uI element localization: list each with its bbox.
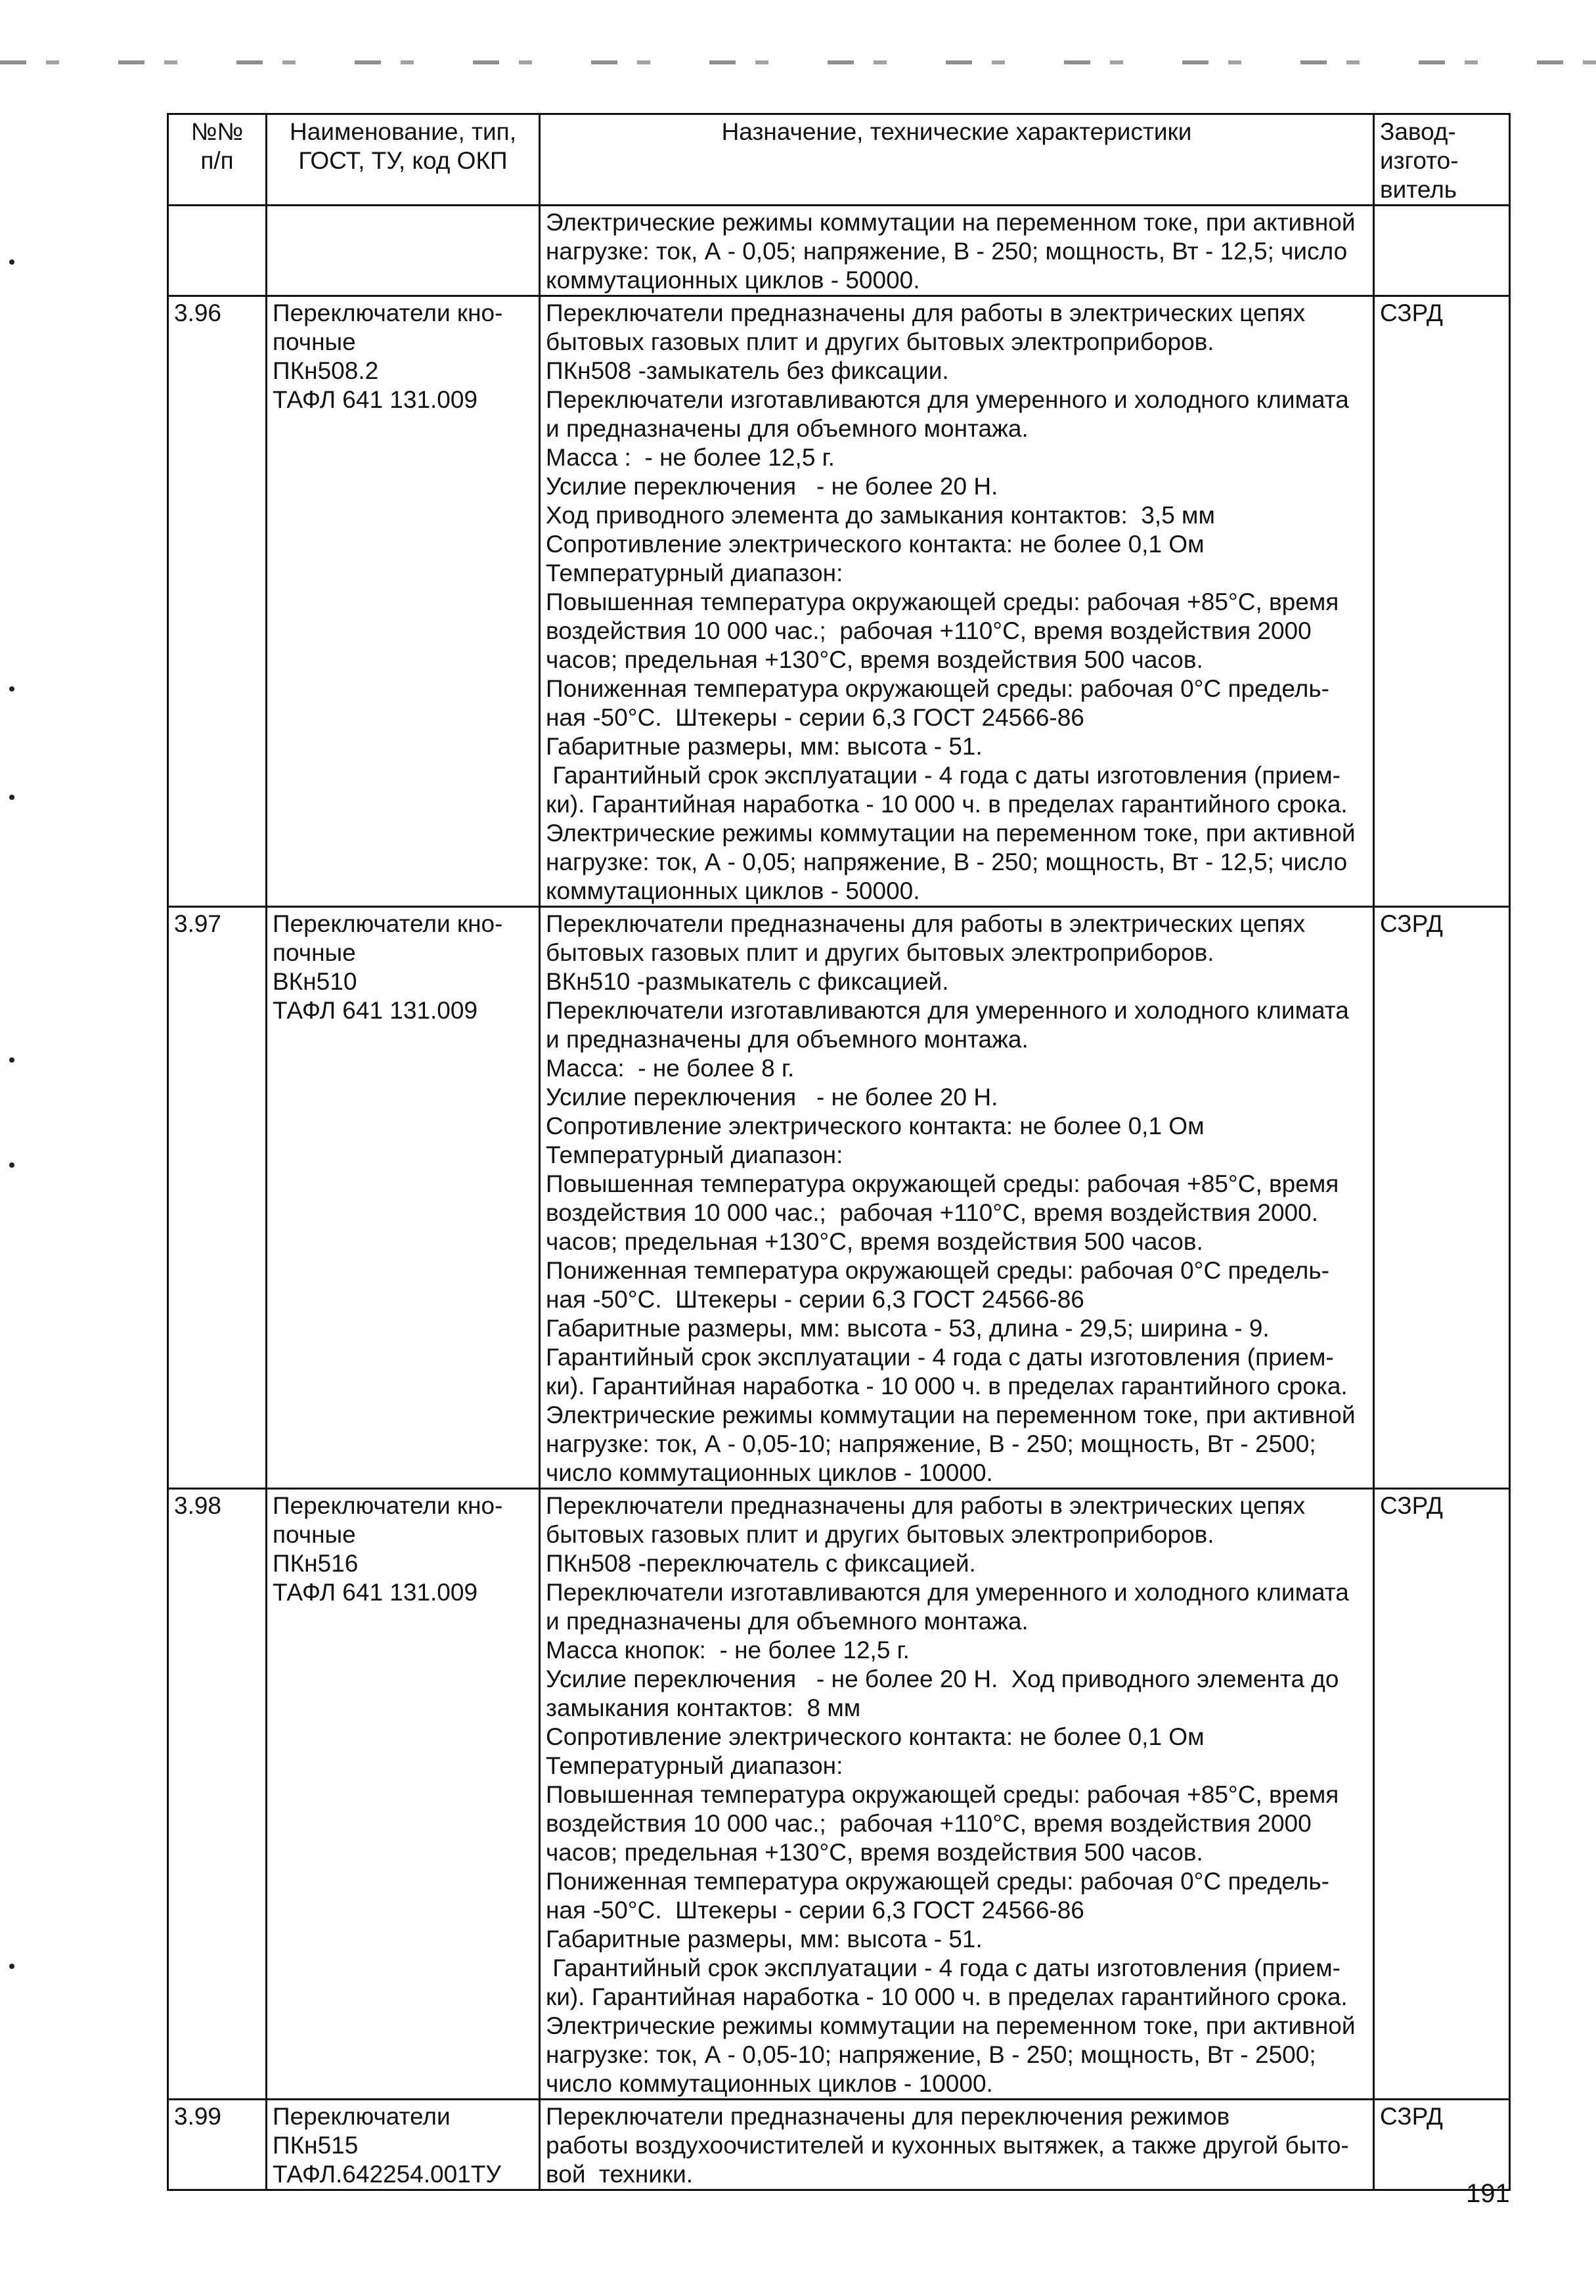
scan-artifact-line: [0, 60, 1596, 64]
description-line: ки). Гарантийная наработка - 10 000 ч. в пределах гарантийного срока.: [546, 791, 1348, 818]
description-line: ная -50°С. Штекеры - серии 6,3 ГОСТ 24566-86: [546, 1286, 1084, 1313]
description-line: Усилие переключения - не более 20 Н. Ход приводного элемента до: [546, 1666, 1339, 1692]
description-line: Пониженная температура окружающей среды: рабочая 0°С предель-: [546, 1868, 1329, 1895]
product-description: [540, 907, 1374, 1489]
description-line: Переключатели предназначены для переключения режимов: [546, 2103, 1230, 2130]
description-line: Усилие переключения - не более 20 Н.: [546, 473, 998, 500]
description-line: Переключатели изготавливаются для умеренного и холодного климата: [546, 997, 1349, 1024]
description-line: и предназначены для объемного монтажа.: [546, 1026, 1029, 1053]
description-line: воздействия 10 000 час.; рабочая +110°С, время воздействия 2000.: [546, 1199, 1318, 1226]
product-description: [540, 1489, 1374, 2100]
table-row: [168, 296, 1510, 907]
description-line: ки). Гарантийная наработка - 10 000 ч. в пределах гарантийного срока.: [546, 1983, 1348, 2010]
description-line: Температурный диапазон:: [546, 560, 843, 586]
description-line: Переключатели предназначены для работы в электрических цепях: [546, 299, 1306, 326]
scan-speck: [9, 259, 14, 265]
name-line: ПКн516: [273, 1550, 359, 1577]
product-name: [267, 907, 540, 1489]
name-line: почные: [273, 328, 356, 355]
description-line: бытовых газовых плит и других бытовых электроприборов.: [546, 939, 1214, 966]
name-line: ТАФЛ 641 131.009: [273, 1579, 478, 1606]
header-number: №№ п/п: [168, 114, 267, 206]
manufacturer: СЗРД: [1374, 907, 1510, 1489]
description-line: часов; предельная +130°С, время воздействия 500 часов.: [546, 1839, 1203, 1866]
description-line: Электрические режимы коммутации на переменном токе, при активной: [546, 1402, 1356, 1428]
manufacturer: СЗРД: [1374, 296, 1510, 907]
name-line: ТАФЛ 641 131.009: [273, 997, 478, 1024]
description-line: ПКн508 -замыкатель без фиксации.: [546, 357, 949, 384]
scan-speck: [9, 1057, 14, 1063]
description-line: Сопротивление электрического контакта: не более 0,1 Ом: [546, 1723, 1205, 1750]
table-row: [168, 1489, 1510, 2100]
description-line: ная -50°С. Штекеры - серии 6,3 ГОСТ 24566-86: [546, 704, 1084, 731]
header-purpose: Назначение, технические характеристики: [540, 114, 1374, 206]
description-line: Сопротивление электрического контакта: не более 0,1 Ом: [546, 531, 1205, 558]
description-line: Переключатели предназначены для работы в электрических цепях: [546, 910, 1306, 937]
description-line: и предназначены для объемного монтажа.: [546, 1608, 1029, 1635]
description-line: нагрузке: ток, А - 0,05-10; напряжение, В - 250; мощность, Вт - 2500;: [546, 1430, 1316, 1457]
description-line: воздействия 10 000 час.; рабочая +110°С, время воздействия 2000: [546, 1810, 1312, 1837]
row-number: 3.96: [168, 296, 267, 907]
description-line: Габаритные размеры, мм: высота - 53, длина - 29,5; ширина - 9.: [546, 1315, 1270, 1342]
description-line: Переключатели изготавливаются для умеренного и холодного климата: [546, 1579, 1349, 1606]
name-line: ПКн508.2: [273, 357, 379, 384]
continuation-text: Электрические режимы коммутации на переменном токе, при активной нагрузке: ток, А - 0,05; напряжение, В - 250; мощность, Вт - 12,5; число коммутационных циклов - 50000.: [540, 206, 1374, 296]
row-number: 3.98: [168, 1489, 267, 2100]
description-line: часов; предельная +130°С, время воздействия 500 часов.: [546, 646, 1203, 673]
description-line: число коммутационных циклов - 10000.: [546, 2070, 993, 2097]
product-description: [540, 2100, 1374, 2190]
description-line: ВКн510 -размыкатель с фиксацией.: [546, 968, 949, 995]
name-line: ТАФЛ 641 131.009: [273, 386, 478, 413]
row-number: 3.99: [168, 2100, 267, 2190]
product-name: [267, 1489, 540, 2100]
name-line: Переключатели кно-: [273, 299, 503, 326]
description-line: Пониженная температура окружающей среды: рабочая 0°С предель-: [546, 675, 1329, 702]
description-line: коммутационных циклов - 50000.: [546, 877, 920, 904]
scan-speck: [9, 686, 14, 692]
name-line: ВКн510: [273, 968, 357, 995]
description-line: Габаритные размеры, мм: высота - 51.: [546, 1926, 983, 1953]
table-header-row: [168, 114, 1510, 206]
table-row: [168, 2100, 1510, 2190]
description-line: Гарантийный срок эксплуатации - 4 года с даты изготовления (прием-: [546, 1344, 1334, 1371]
description-line: Электрические режимы коммутации на переменном токе, при активной: [546, 820, 1356, 847]
description-line: воздействия 10 000 час.; рабочая +110°С, время воздействия 2000: [546, 617, 1312, 644]
manufacturer: СЗРД: [1374, 1489, 1510, 2100]
table-body: [168, 296, 1510, 2190]
description-line: Масса : - не более 12,5 г.: [546, 444, 835, 471]
manufacturer: СЗРД: [1374, 2100, 1510, 2190]
description-line: Температурный диапазон:: [546, 1141, 843, 1168]
description-line: часов; предельная +130°С, время воздействия 500 часов.: [546, 1228, 1203, 1255]
description-line: замыкания контактов: 8 мм: [546, 1694, 861, 1721]
product-description: [540, 296, 1374, 907]
description-line: ки). Гарантийная наработка - 10 000 ч. в пределах гарантийного срока.: [546, 1373, 1348, 1400]
scan-speck: [9, 1162, 14, 1168]
description-line: вой техники.: [546, 2161, 694, 2188]
name-line: Переключатели кно-: [273, 910, 503, 937]
description-line: ПКн508 -переключатель с фиксацией.: [546, 1550, 976, 1577]
specifications-table: [167, 113, 1511, 2191]
description-line: Гарантийный срок эксплуатации - 4 года с даты изготовления (прием-: [546, 762, 1341, 789]
name-line: ПКн515: [273, 2132, 359, 2159]
table-row: [168, 907, 1510, 1489]
description-line: и предназначены для объемного монтажа.: [546, 415, 1029, 442]
description-line: Сопротивление электрического контакта: не более 0,1 Ом: [546, 1113, 1205, 1139]
description-line: работы воздухоочистителей и кухонных вытяжек, а также другой быто-: [546, 2132, 1349, 2159]
name-line: почные: [273, 939, 356, 966]
scan-speck: [9, 1964, 14, 1969]
description-line: Пониженная температура окружающей среды: рабочая 0°С предель-: [546, 1257, 1329, 1284]
description-line: Электрические режимы коммутации на переменном токе, при активной: [546, 2012, 1356, 2039]
product-name: [267, 2100, 540, 2190]
name-line: Переключатели: [273, 2103, 451, 2130]
description-line: Повышенная температура окружающей среды: рабочая +85°С, время: [546, 588, 1339, 615]
name-line: почные: [273, 1521, 356, 1548]
scan-speck: [9, 795, 14, 800]
continuation-row: [168, 206, 1510, 296]
description-line: бытовых газовых плит и других бытовых электроприборов.: [546, 328, 1214, 355]
header-maker: Завод- изгото- витель: [1374, 114, 1510, 206]
page-number: 191: [1466, 2179, 1510, 2208]
description-line: Повышенная температура окружающей среды: рабочая +85°С, время: [546, 1170, 1339, 1197]
description-line: нагрузке: ток, А - 0,05-10; напряжение, В - 250; мощность, Вт - 2500;: [546, 2041, 1316, 2068]
header-name: Наименование, тип, ГОСТ, ТУ, код ОКП: [267, 114, 540, 206]
description-line: бытовых газовых плит и других бытовых электроприборов.: [546, 1521, 1214, 1548]
description-line: Повышенная температура окружающей среды: рабочая +85°С, время: [546, 1781, 1339, 1808]
description-line: Переключатели изготавливаются для умеренного и холодного климата: [546, 386, 1349, 413]
name-line: Переключатели кно-: [273, 1492, 503, 1519]
description-line: Гарантийный срок эксплуатации - 4 года с даты изготовления (прием-: [546, 1954, 1341, 1981]
description-line: ная -50°С. Штекеры - серии 6,3 ГОСТ 24566-86: [546, 1897, 1084, 1924]
description-line: число коммутационных циклов - 10000.: [546, 1459, 993, 1486]
description-line: Переключатели предназначены для работы в электрических цепях: [546, 1492, 1306, 1519]
description-line: Температурный диапазон:: [546, 1752, 843, 1779]
product-name: [267, 296, 540, 907]
description-line: Масса кнопок: - не более 12,5 г.: [546, 1637, 910, 1664]
description-line: Масса: - не более 8 г.: [546, 1055, 795, 1082]
row-number: 3.97: [168, 907, 267, 1489]
description-line: нагрузке: ток, А - 0,05; напряжение, В - 250; мощность, Вт - 12,5; число: [546, 849, 1348, 875]
description-line: Ход приводного элемента до замыкания контактов: 3,5 мм: [546, 502, 1215, 529]
description-line: Габаритные размеры, мм: высота - 51.: [546, 733, 983, 760]
description-line: Усилие переключения - не более 20 Н.: [546, 1084, 998, 1111]
name-line: ТАФЛ.642254.001ТУ: [273, 2161, 501, 2188]
